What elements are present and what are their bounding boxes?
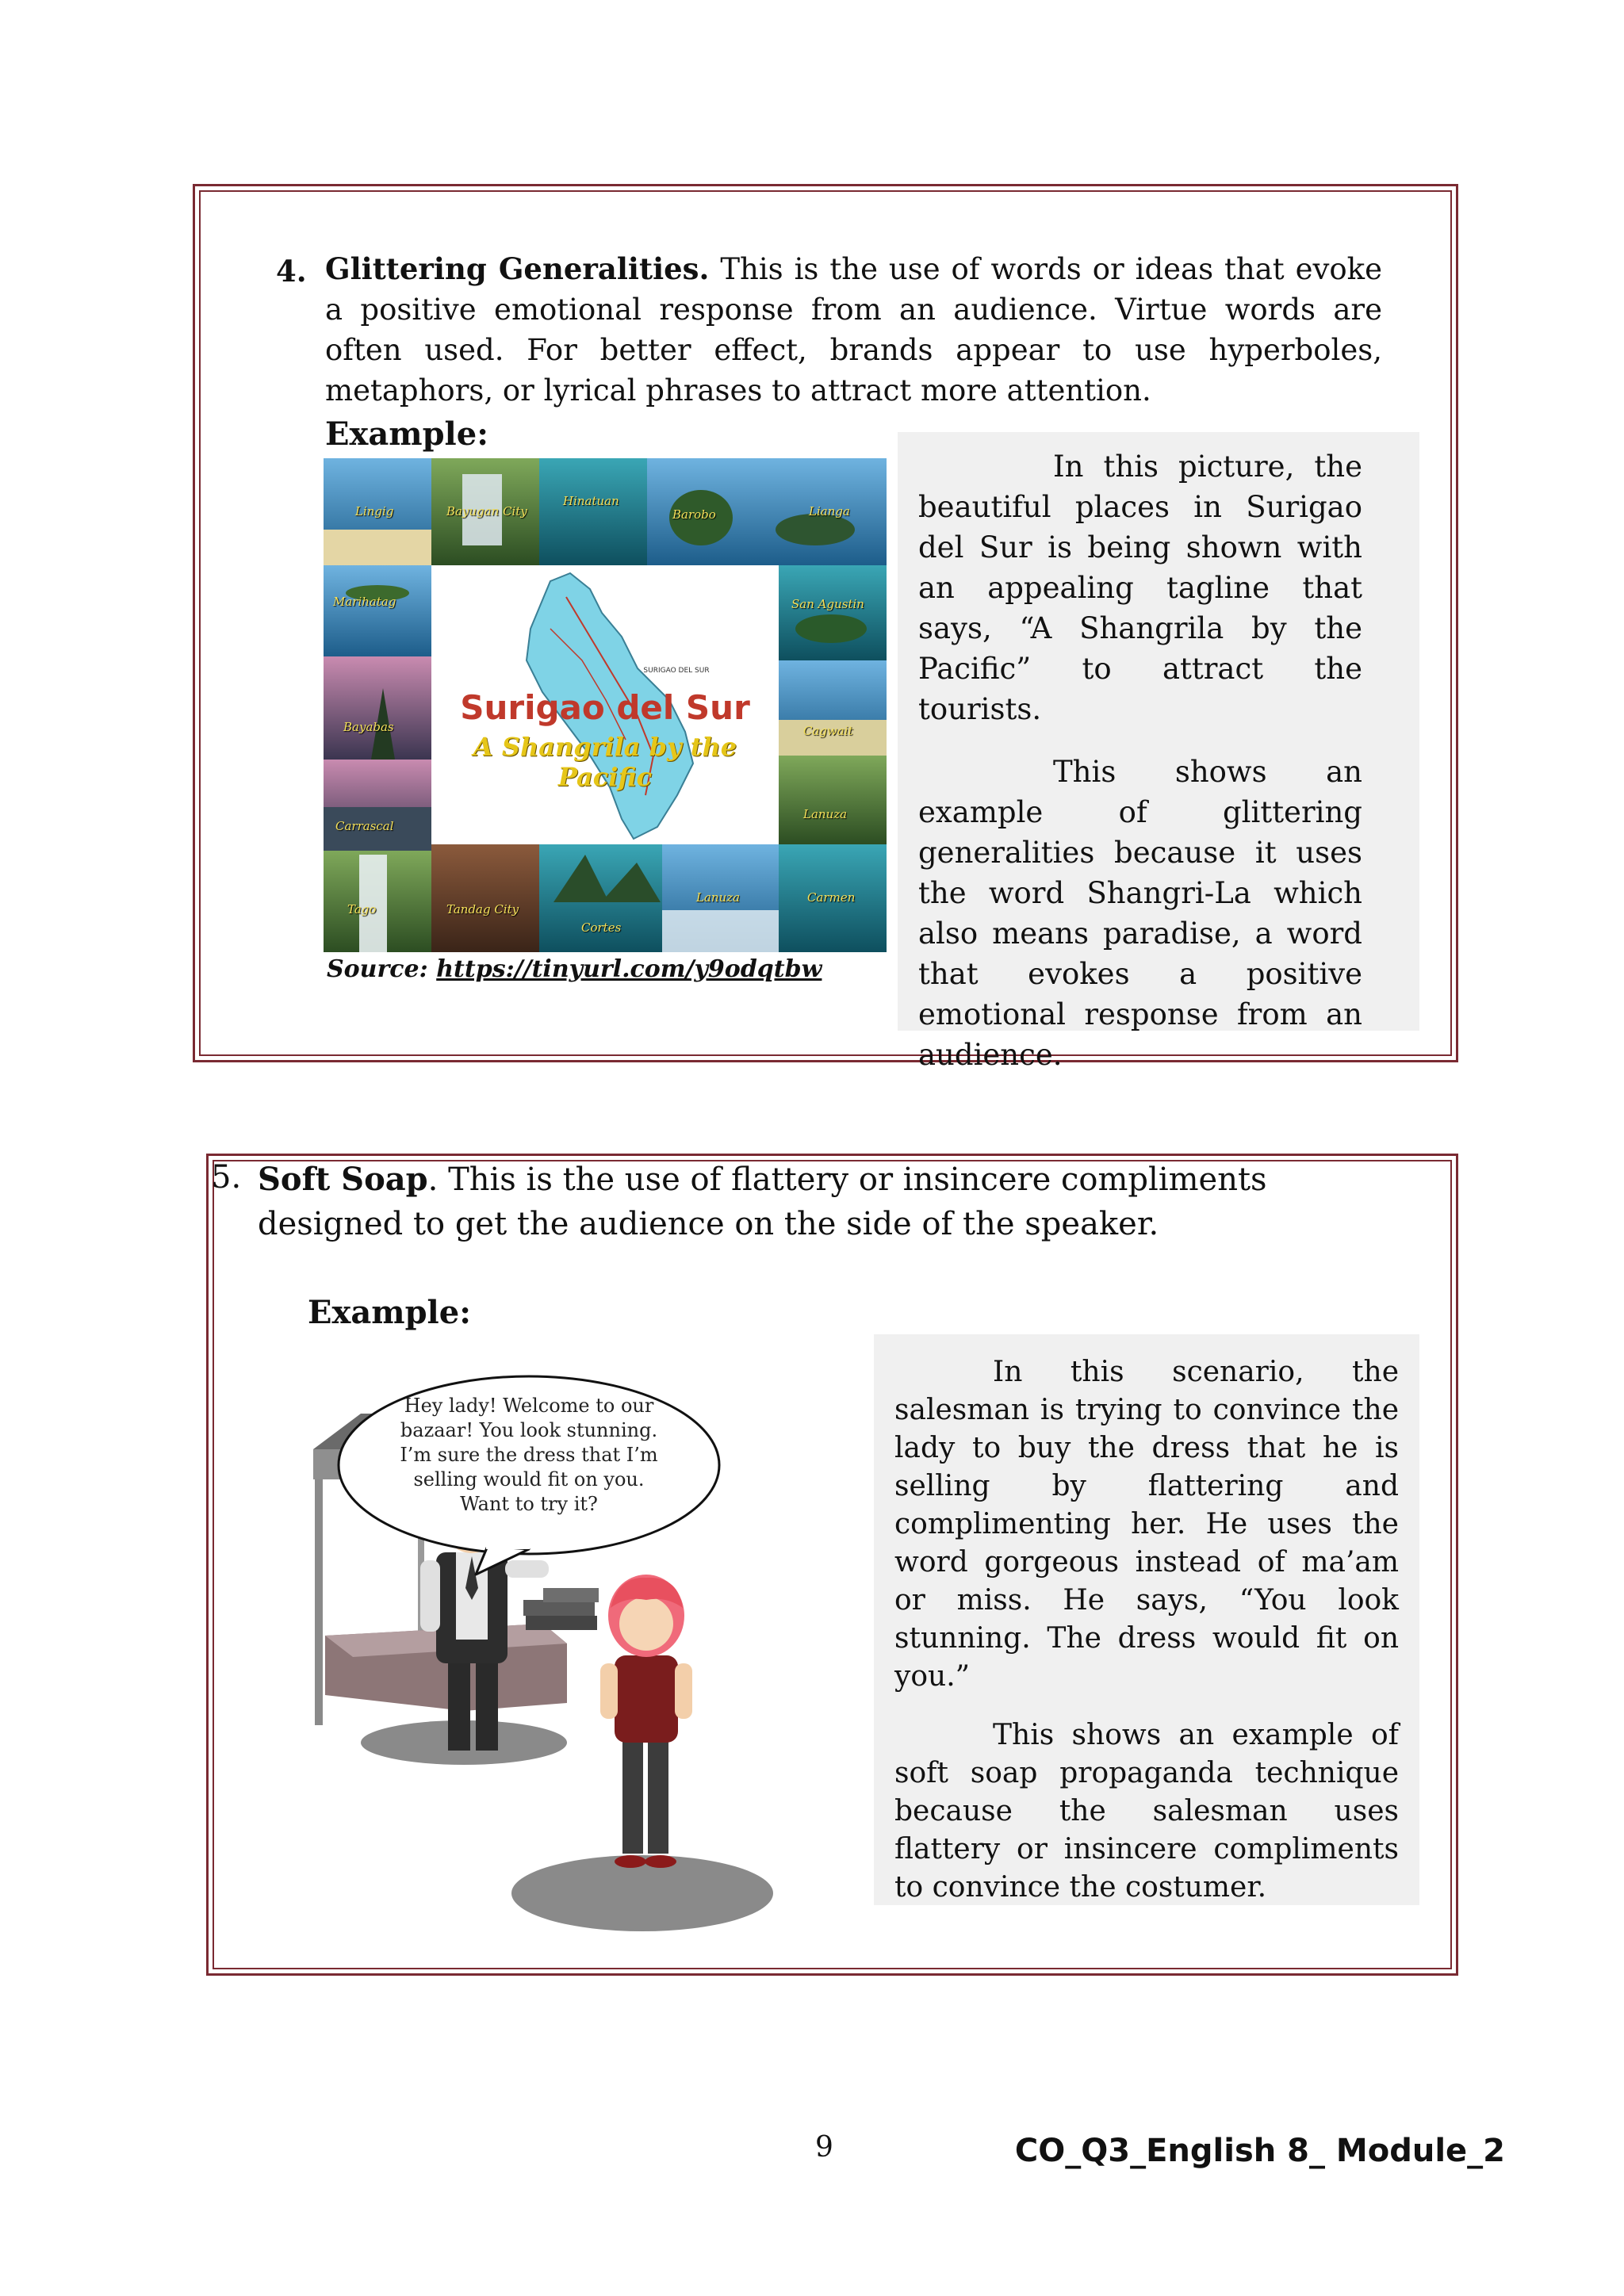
image-source — [327, 955, 822, 983]
glittering-explanation-panel — [898, 432, 1419, 1072]
explanation-paragraph-2: This shows an example of glittering generalities because it uses the word Shangri-La which also means paradise, a word that evokes a positive emotional response from an audience. — [918, 755, 1362, 1072]
explanation-paragraph-1: In this picture, the beautiful places in Surigao del Sur is being shown with an appealing tagline that says, “A Shangrila by the Pacific” to attract the tourists. — [918, 450, 1362, 726]
tile-marihatag — [324, 565, 431, 656]
tile-lanuza-river — [779, 756, 887, 844]
tile-label: San Agustin — [791, 597, 864, 611]
surigao-del-sur-collage-image — [324, 458, 887, 952]
speech-line: selling would fit on you. — [413, 1468, 645, 1490]
tile-label: Cagwait — [803, 724, 853, 738]
tile-label: Tago — [347, 902, 377, 916]
soft-soap-explanation-panel — [874, 1334, 1419, 1905]
term-soft-soap: Soft Soap — [258, 1161, 428, 1198]
tile-label: Lianga — [809, 504, 850, 519]
speech-bubble-text — [378, 1394, 680, 1517]
source-prefix: Source: — [327, 955, 428, 983]
speech-line: Hey lady! Welcome to our — [404, 1395, 654, 1417]
explanation-paragraph-1: In this scenario, the salesman is trying to convince the lady to buy the dress that he is selling by flattering and complimenting her. He uses the word gorgeous instead of ma’am or miss. He says, “You look stunning. The dress would fit on you.” — [894, 1356, 1399, 1693]
map-small-label: SURIGAO DEL SUR — [643, 667, 710, 675]
source-link[interactable]: https://tinyurl.com/y9odqtbw — [436, 955, 822, 983]
module-code: CO_Q3_English 8_ Module_2 — [1014, 2133, 1505, 2169]
speech-line: Want to try it? — [460, 1493, 598, 1515]
tile-label: Marihatag — [333, 595, 396, 609]
tile-label: Lingig — [355, 504, 394, 519]
example-label-4: Example: — [325, 415, 488, 453]
tile-label: Bayabas — [343, 720, 394, 734]
tile-label: Tandag City — [446, 902, 519, 916]
tile-label: Carrascal — [335, 819, 394, 833]
surigao-map — [431, 565, 779, 844]
speech-line: I’m sure the dress that I’m — [400, 1444, 658, 1466]
tile-label: Carmen — [807, 890, 856, 905]
soft-soap-definition — [258, 1158, 1408, 1246]
soft-soap-illustration — [305, 1362, 876, 1933]
definition-text: This is the use of words or ideas that evoke a positive emotional response from an audience. Virtue words are often used. For better effect, brands appear to use hyperboles, metaphors, or lyrical phrases to attract more attention. — [325, 252, 1382, 408]
tile-san-agustin — [779, 565, 887, 660]
glittering-generalities-definition — [325, 249, 1382, 411]
item-number-5: 5. — [211, 1159, 242, 1196]
definition-text: . This is the use of flattery or insincere compliments designed to get the audience on the side of the speaker. — [258, 1161, 1267, 1242]
map-title: Surigao del Sur — [460, 688, 750, 727]
tile-hinatuan — [539, 458, 647, 565]
tile-label: Lanuza — [803, 807, 848, 821]
map-tagline: A Shangrila by the Pacific — [473, 732, 737, 792]
tile-tandag — [431, 844, 539, 952]
speech-line: bazaar! You look stunning. — [400, 1419, 658, 1441]
tile-label: Lanuza — [696, 890, 741, 905]
tile-label: Hinatuan — [563, 494, 619, 508]
item-number-4: 4. — [276, 254, 307, 289]
tile-label: Bayugan City — [446, 504, 527, 519]
page-number: 9 — [815, 2131, 833, 2164]
tile-label: Cortes — [581, 920, 622, 935]
tile-label: Barobo — [672, 507, 716, 522]
explanation-paragraph-2: This shows an example of soft soap propaganda technique because the salesman uses flattery or insincere compliments to convince the costumer. — [894, 1719, 1399, 1904]
example-label-5: Example: — [308, 1294, 471, 1331]
term-glittering-generalities: Glittering Generalities. — [325, 251, 710, 286]
